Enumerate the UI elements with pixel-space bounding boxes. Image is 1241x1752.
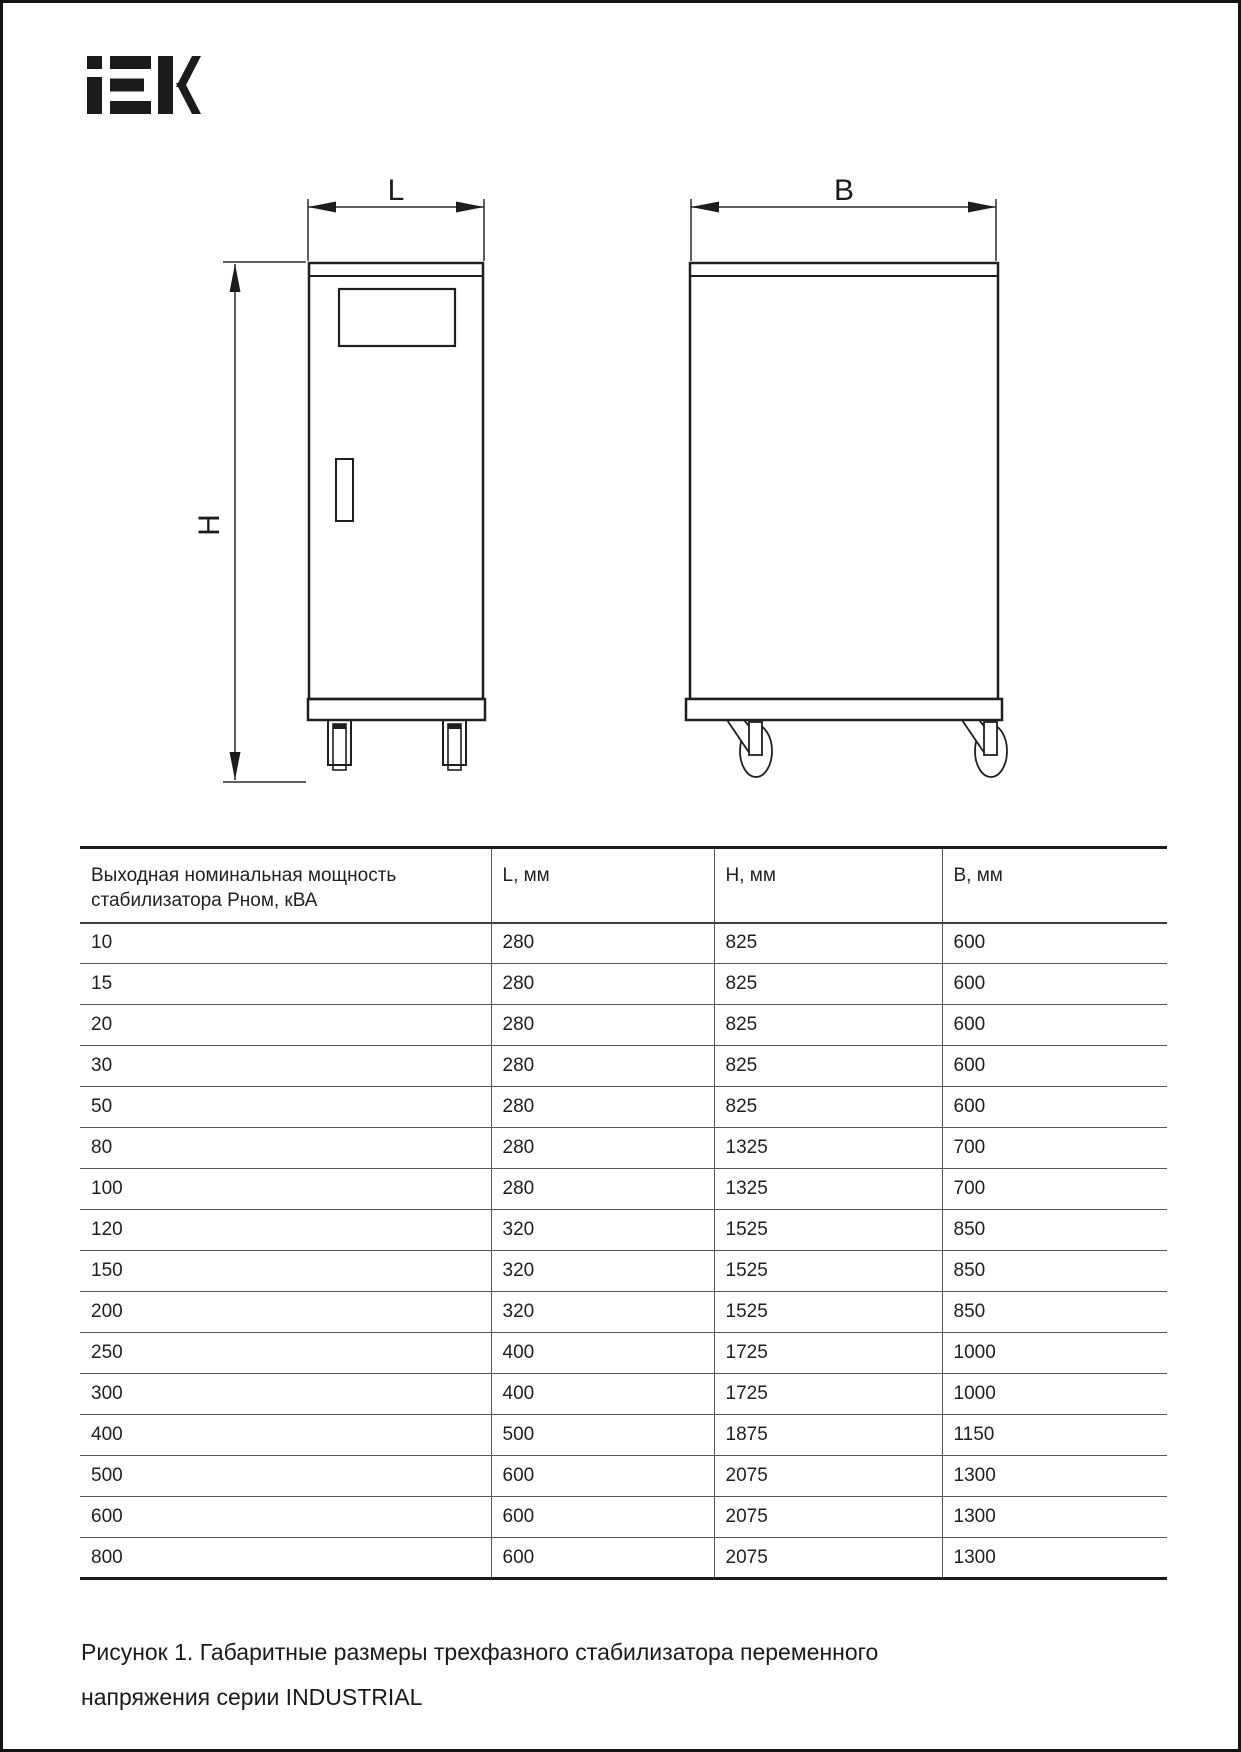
table-cell-power: 100: [80, 1169, 491, 1210]
front-left-caster: [328, 720, 351, 770]
b-dimension: [691, 174, 996, 261]
table-cell-l: 600: [491, 1497, 714, 1538]
table-cell-l: 600: [491, 1456, 714, 1497]
table-cell-b: 600: [942, 1087, 1167, 1128]
table-header-row: [80, 848, 1167, 923]
table-cell-h: 1325: [714, 1128, 942, 1169]
table-cell-h: 1725: [714, 1374, 942, 1415]
table-cell-power: 250: [80, 1333, 491, 1374]
table-row: [80, 1169, 1167, 1210]
table-cell-b: 700: [942, 1169, 1167, 1210]
table-cell-h: 825: [714, 923, 942, 964]
table-cell-l: 320: [491, 1292, 714, 1333]
table-cell-l: 600: [491, 1538, 714, 1579]
table-cell-h: 825: [714, 1046, 942, 1087]
table-row: [80, 1210, 1167, 1251]
table-cell-b: 1150: [942, 1415, 1167, 1456]
table-cell-h: 2075: [714, 1456, 942, 1497]
side-view-drawing: [686, 263, 1007, 777]
table-row: [80, 1292, 1167, 1333]
side-left-caster: [727, 720, 772, 777]
dimensions-table-body: [80, 923, 1167, 1579]
table-cell-b: 600: [942, 1046, 1167, 1087]
header-l: L, мм: [491, 848, 714, 923]
h-dimension-label: H: [193, 514, 226, 536]
table-cell-l: 320: [491, 1251, 714, 1292]
front-view-drawing: [308, 263, 485, 770]
table-row: [80, 1415, 1167, 1456]
table-cell-l: 320: [491, 1210, 714, 1251]
table-cell-h: 1325: [714, 1169, 942, 1210]
table-cell-power: 20: [80, 1005, 491, 1046]
table-row: [80, 1333, 1167, 1374]
table-cell-h: 825: [714, 1005, 942, 1046]
table-cell-power: 400: [80, 1415, 491, 1456]
header-power: [80, 848, 491, 923]
table-row: [80, 1251, 1167, 1292]
table-row: [80, 1087, 1167, 1128]
header-b: B, мм: [942, 848, 1167, 923]
table-cell-power: 30: [80, 1046, 491, 1087]
table-cell-h: 2075: [714, 1497, 942, 1538]
table-cell-b: 850: [942, 1210, 1167, 1251]
l-dimension: [308, 174, 484, 261]
front-right-caster: [443, 720, 466, 770]
table-cell-l: 280: [491, 1046, 714, 1087]
table-cell-power: 500: [80, 1456, 491, 1497]
header-power-line2: стабилизатора Рном, кВА: [91, 890, 318, 911]
table-cell-h: 1525: [714, 1251, 942, 1292]
table-cell-b: 700: [942, 1128, 1167, 1169]
table-cell-power: 15: [80, 964, 491, 1005]
table-cell-power: 10: [80, 923, 491, 964]
table-row: [80, 1374, 1167, 1415]
side-right-caster: [962, 720, 1007, 777]
table-row: [80, 923, 1167, 964]
table-cell-h: 1525: [714, 1292, 942, 1333]
b-dimension-label: B: [833, 174, 855, 207]
h-dimension: [193, 262, 306, 782]
dimensions-table: [80, 846, 1167, 1580]
table-cell-h: 2075: [714, 1538, 942, 1579]
table-cell-power: 50: [80, 1087, 491, 1128]
table-cell-h: 825: [714, 964, 942, 1005]
table-cell-b: 850: [942, 1292, 1167, 1333]
table-cell-h: 1525: [714, 1210, 942, 1251]
table-cell-power: 200: [80, 1292, 491, 1333]
table-row: [80, 1456, 1167, 1497]
table-cell-h: 1875: [714, 1415, 942, 1456]
table-cell-b: 1300: [942, 1497, 1167, 1538]
table-cell-l: 280: [491, 1005, 714, 1046]
figure-caption: [81, 1630, 941, 1720]
table-row: [80, 964, 1167, 1005]
dimension-drawings: [3, 3, 1241, 833]
table-cell-l: 280: [491, 923, 714, 964]
table-cell-b: 1300: [942, 1538, 1167, 1579]
table-cell-b: 600: [942, 1005, 1167, 1046]
table-cell-b: 850: [942, 1251, 1167, 1292]
figure-caption-line2: напряжения серии INDUSTRIAL: [81, 1684, 423, 1710]
table-cell-l: 280: [491, 1169, 714, 1210]
header-h: H, мм: [714, 848, 942, 923]
table-row: [80, 1497, 1167, 1538]
table-cell-b: 600: [942, 923, 1167, 964]
table-cell-l: 400: [491, 1333, 714, 1374]
table-cell-power: 300: [80, 1374, 491, 1415]
table-cell-l: 500: [491, 1415, 714, 1456]
table-row: [80, 1046, 1167, 1087]
table-row: [80, 1128, 1167, 1169]
table-cell-l: 280: [491, 1128, 714, 1169]
table-cell-power: 800: [91, 1546, 123, 1568]
table-row: [80, 1538, 1167, 1579]
table-cell-b: 1300: [942, 1456, 1167, 1497]
table-cell-power: 120: [80, 1210, 491, 1251]
table-cell-power: 150: [80, 1251, 491, 1292]
table-cell-h: 825: [714, 1087, 942, 1128]
table-cell-b: 1000: [942, 1333, 1167, 1374]
figure-caption-line1: Рисунок 1. Габаритные размеры трехфазного стабилизатора переменного: [81, 1639, 879, 1665]
table-cell-l: 280: [491, 1087, 714, 1128]
table-cell-l: 400: [491, 1374, 714, 1415]
header-power-line1: Выходная номинальная мощность: [91, 865, 397, 886]
table-cell-b: 1000: [942, 1374, 1167, 1415]
table-cell-b: 600: [942, 964, 1167, 1005]
table-cell-h: 1725: [714, 1333, 942, 1374]
table-cell-power: 80: [80, 1128, 491, 1169]
l-dimension-label: L: [387, 174, 405, 207]
table-row: [80, 1005, 1167, 1046]
table-cell-l: 280: [491, 964, 714, 1005]
table-cell-power: 600: [80, 1497, 491, 1538]
